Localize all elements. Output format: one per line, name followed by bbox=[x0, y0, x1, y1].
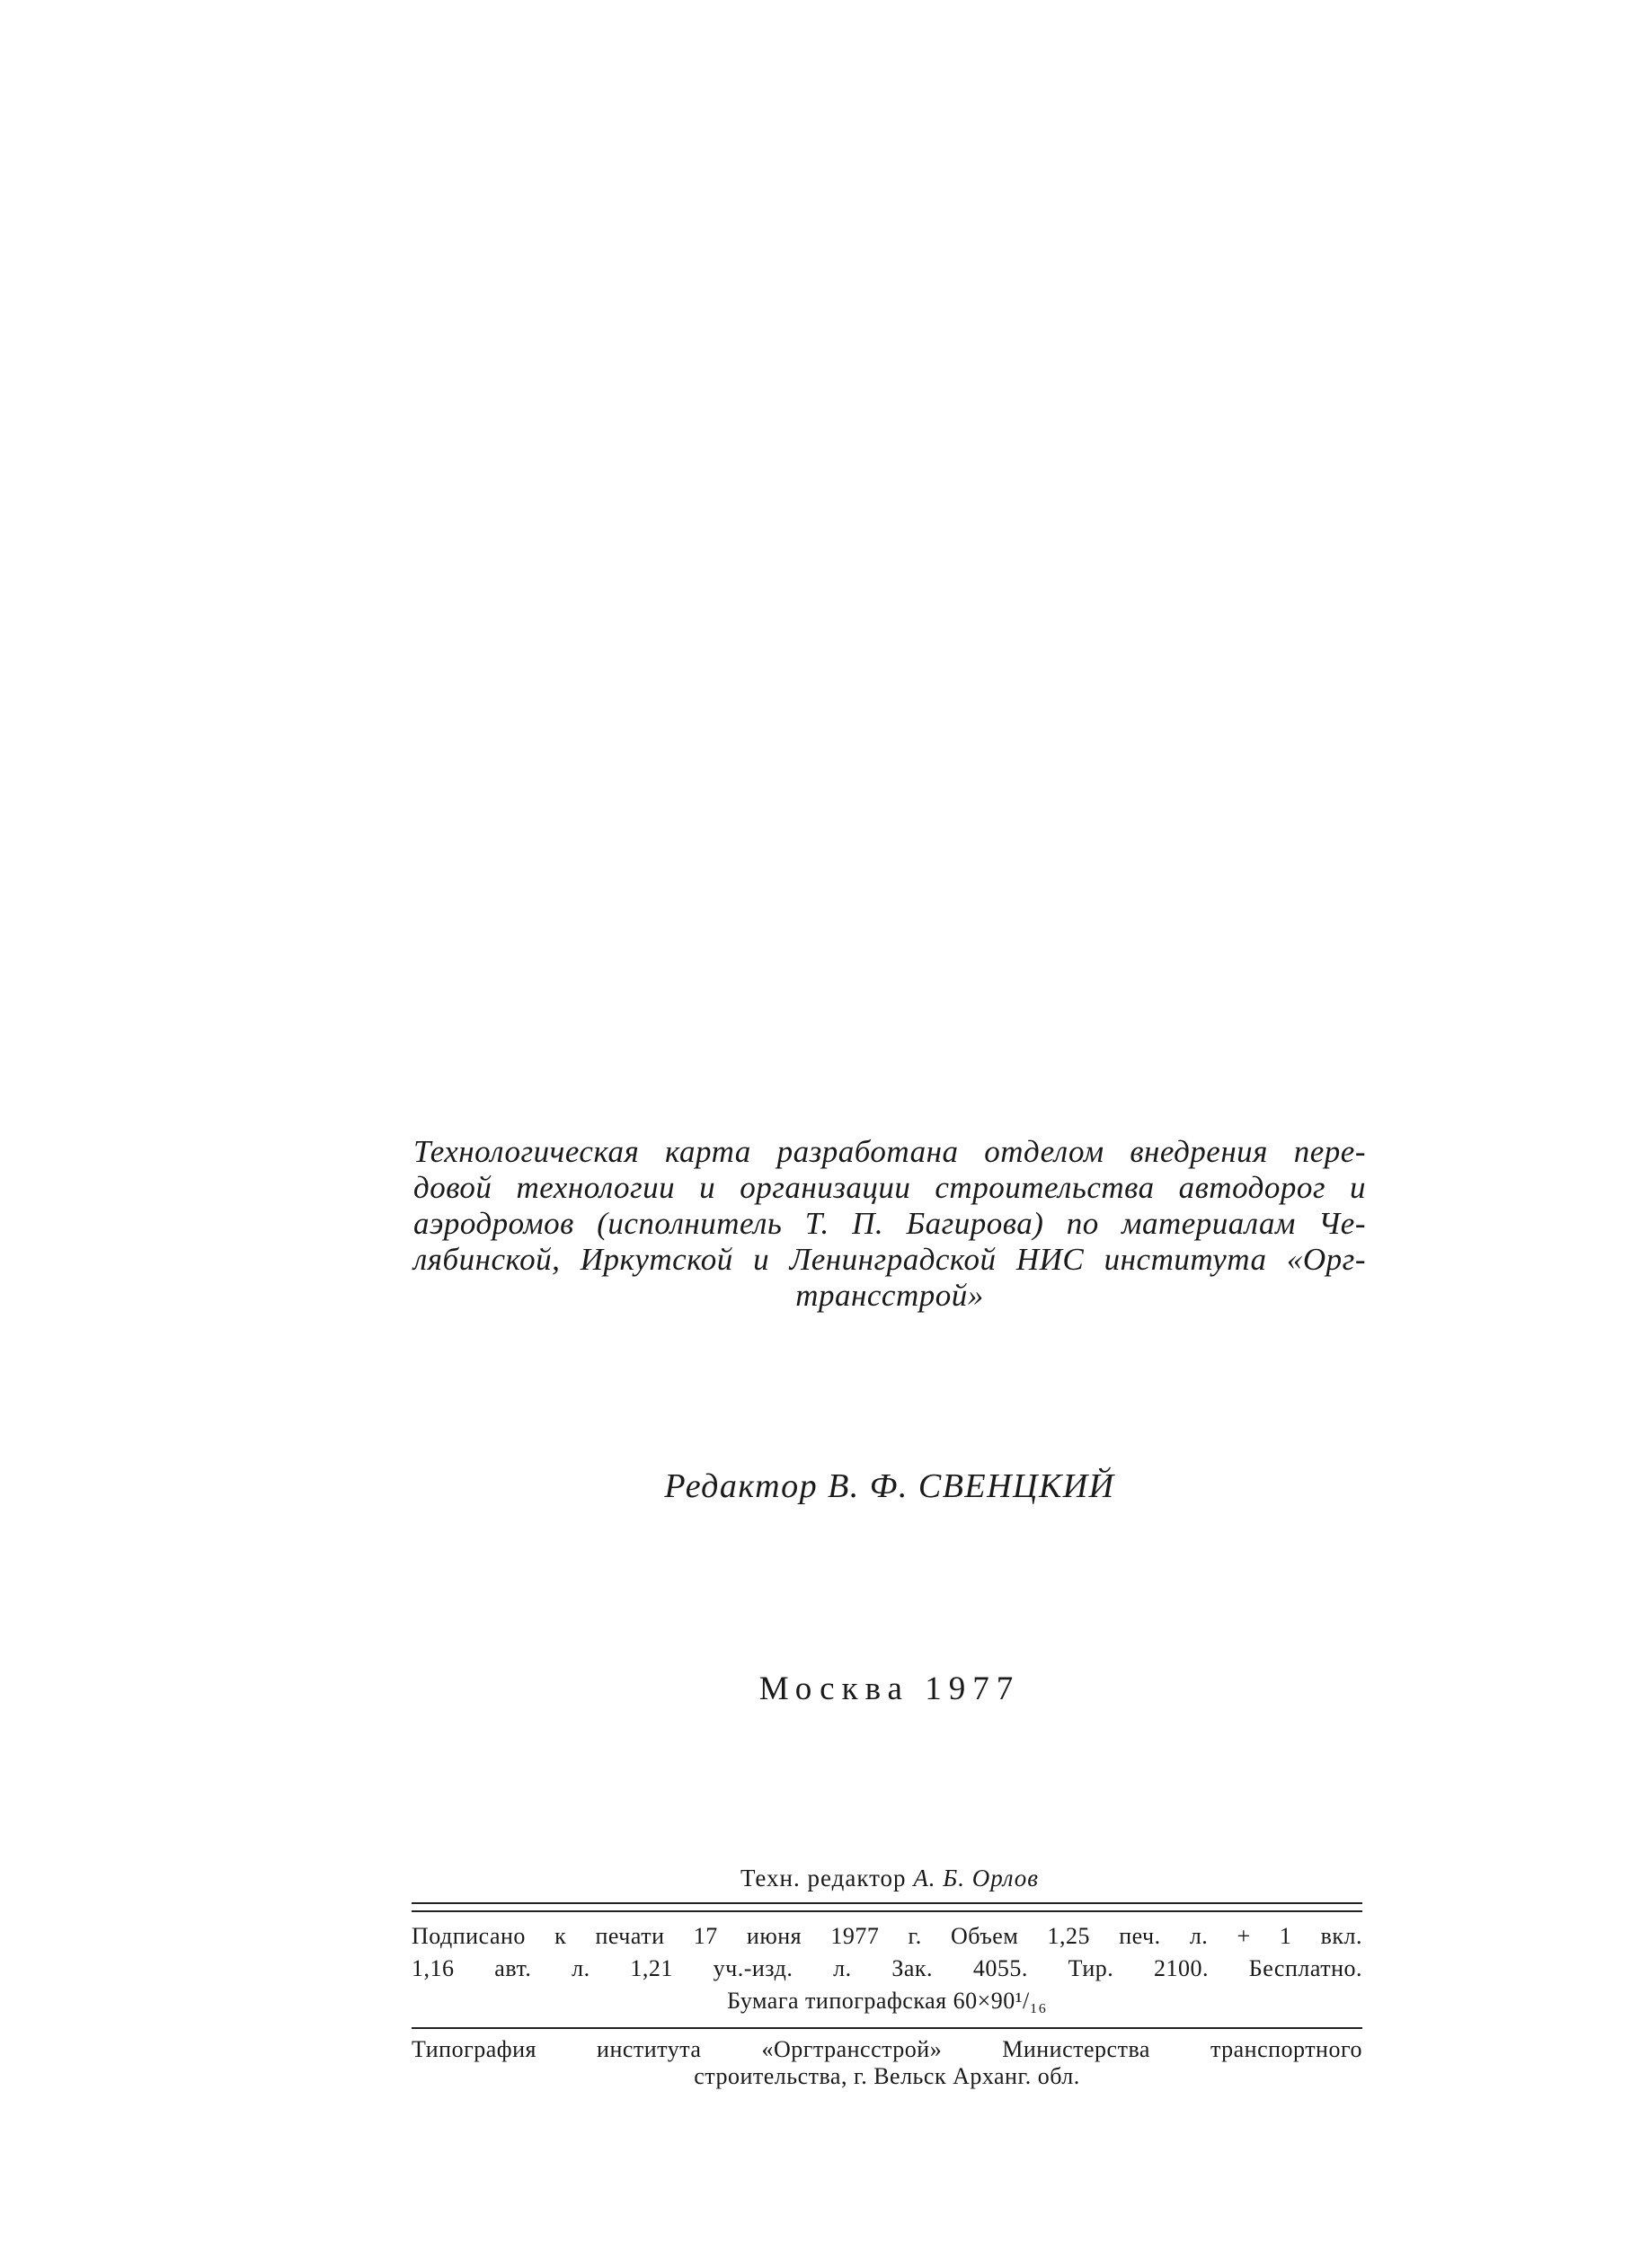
divider-line bbox=[412, 2027, 1362, 2029]
intro-line-2: довой технологии и организации строительства автодорог и bbox=[413, 1170, 1366, 1205]
tech-editor-credit bbox=[413, 1865, 1366, 1892]
imprint-block bbox=[412, 1920, 1362, 2017]
imprint-line-1: Подписано к печати 17 июня 1977 г. Объем 1,25 печ. л. + 1 вкл. bbox=[412, 1923, 1362, 1949]
intro-paragraph bbox=[413, 1134, 1366, 1314]
printer-block bbox=[412, 2036, 1362, 2090]
intro-line-3: аэродромов (исполнитель Т. П. Багирова) по материалам Че- bbox=[413, 1206, 1366, 1241]
tech-editor-label: Техн. редактор bbox=[740, 1865, 907, 1891]
divider-line bbox=[412, 1902, 1362, 1904]
imprint-line-2: 1,16 авт. л. 1,21 уч.-изд. л. Зак. 4055. Тир. 2100. Бесплатно. bbox=[412, 1955, 1362, 1981]
city-year: Москва 1977 bbox=[758, 1670, 1021, 1707]
tech-editor-name: А. Б. Орлов bbox=[913, 1865, 1040, 1891]
intro-line-5: трансстрой» bbox=[795, 1278, 984, 1313]
intro-line-4: лябинской, Иркутской и Ленинградской НИС института «Орг- bbox=[413, 1242, 1366, 1277]
printer-line-1: Типография института «Оргтрансстрой» Министерства транспортного bbox=[412, 2036, 1362, 2062]
intro-line-1: Технологическая карта разработана отделом внедрения пере- bbox=[413, 1134, 1366, 1169]
divider-line bbox=[412, 1910, 1362, 1912]
printer-line-2: строительства, г. Вельск Арханг. обл. bbox=[694, 2063, 1080, 2089]
imprint-line-3: Бумага типографская 60×90¹/₁₆ bbox=[727, 1988, 1047, 2014]
editor-credit: Редактор В. Ф. СВЕНЦКИЙ bbox=[664, 1467, 1115, 1505]
